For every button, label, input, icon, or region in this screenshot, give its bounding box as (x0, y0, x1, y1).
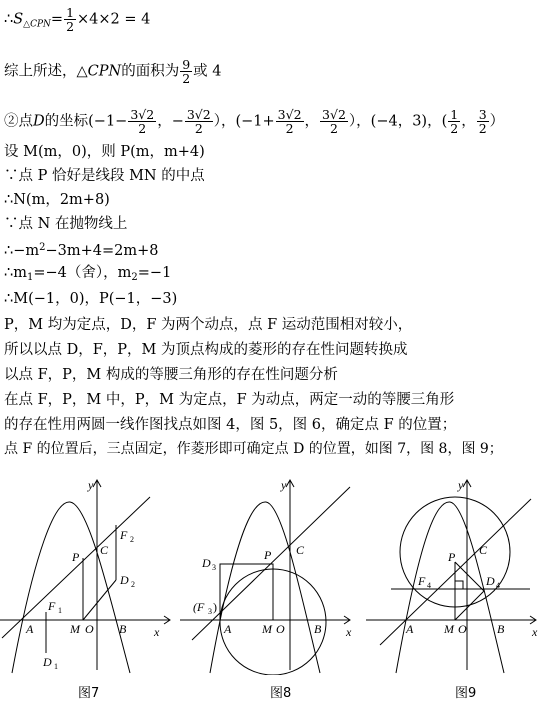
label-m: M (262, 622, 272, 636)
label-a: A (224, 622, 232, 636)
subscript: 1 (26, 272, 34, 283)
line-analysis-6: 点 F 的位置后，三点固定，作菱形即可确定点 D 的位置，如图 7，图 8，图 9； (4, 441, 503, 457)
superscript: 2 (39, 242, 46, 253)
label-x: x (154, 625, 160, 639)
label-p: P (72, 550, 80, 564)
line-analysis-3: 以点 F，P，M 构成的等腰三角形的存在性问题分析 (4, 367, 338, 383)
text: −3m+4=2m+8 (45, 243, 159, 259)
label-o: O (458, 622, 467, 636)
rhombus-d4 (455, 562, 484, 620)
area-expression: ×4×2 = 4 (77, 11, 151, 28)
label-d2-subscript: 2 (131, 580, 135, 589)
line-p-midpoint: ∵点 P 恰好是线段 MN 的中点 (4, 168, 205, 184)
caption-figure-7: 图7 (78, 686, 100, 701)
label-f3: (F (193, 600, 205, 614)
fraction (477, 108, 489, 135)
label-a: A (26, 622, 34, 636)
label-f1-subscript: 1 (58, 606, 62, 615)
label-d1: D (43, 655, 52, 669)
line-analysis-4: 在点 F，P，M 中，P，M 为定点，F 为动点，两定一动的等腰三角形 (4, 392, 455, 408)
line-roots (4, 264, 171, 287)
label-o: O (85, 622, 94, 636)
label-d2: D (120, 573, 129, 587)
subscript: 2 (131, 272, 138, 283)
label-b: B (119, 622, 127, 636)
fraction-denominator: 2 (478, 121, 487, 136)
text: =−1 (137, 265, 172, 281)
line-n-on-parabola: ∵点 N 在抛物线上 (4, 216, 128, 232)
label-f1: F (48, 599, 56, 613)
line-area-result (4, 6, 150, 34)
text: ∴−m (4, 243, 40, 259)
label-d4-subscript: 4 (496, 581, 500, 590)
caption-figure-8: 图8 (270, 686, 292, 701)
text: 或 4 (193, 63, 222, 80)
fraction-numerator: 3√2 (186, 107, 211, 122)
fraction-denominator: 2 (66, 19, 75, 34)
text: 的面积为 (121, 63, 180, 80)
therefore-symbol: ∴ (4, 11, 14, 28)
line-set-m: 设 M(m，0)，则 P(m，m+4) (4, 144, 205, 160)
fraction-numerator: 3√2 (277, 107, 302, 122)
text: ），(−4，3)，( (348, 113, 448, 130)
fraction-denominator: 2 (182, 71, 191, 86)
label-c: C (296, 543, 305, 557)
text: ， (304, 113, 320, 130)
triangle-name: CPN (87, 63, 122, 80)
parabola (12, 502, 130, 673)
point-d: D (33, 113, 45, 130)
line-analysis-1: P，M 均为定点，D，F 为两个动点，点 F 运动范围相对较小， (4, 317, 413, 333)
caption-figure-9: 图9 (455, 686, 477, 701)
label-y: y (88, 478, 94, 492)
text: ），(−1+ (213, 113, 275, 130)
label-b: B (497, 622, 505, 636)
text: ， (461, 113, 476, 130)
line-n-coordinates: ∴N(m，2m+8) (4, 192, 110, 208)
label-p: P (264, 548, 272, 562)
fraction-nine-half (180, 58, 192, 85)
label-d3-subscript: 3 (212, 563, 216, 572)
label-o: O (276, 622, 285, 636)
line-analysis-5: 的存在性用两圆一线作图找点如图 4，图 5，图 6，确定点 F 的位置； (4, 417, 457, 433)
fraction-numerator: 3√2 (130, 107, 155, 122)
area-symbol: S (13, 11, 24, 28)
equals-sign: = (50, 11, 64, 28)
figure-8 (180, 470, 360, 675)
fraction (448, 108, 460, 135)
label-d4: D (486, 574, 495, 588)
label-c: C (479, 543, 488, 557)
label-f4: F (418, 574, 426, 588)
fraction (185, 108, 213, 135)
text: =−4（舍），m (33, 265, 132, 281)
fraction-numerator: 1 (66, 5, 75, 20)
fraction (276, 108, 304, 135)
label-f3-subscript: 3 (208, 607, 212, 616)
fraction-one-half (64, 6, 76, 33)
label-d1-subscript: 1 (54, 662, 58, 671)
label-x: x (532, 625, 538, 639)
rhombus-d3 (220, 564, 273, 620)
fraction-numerator: 3√2 (322, 107, 346, 122)
line-d-coordinates (4, 108, 504, 135)
fraction-denominator: 2 (285, 121, 294, 136)
label-f4-subscript: 4 (427, 581, 431, 590)
label-f2-subscript: 2 (130, 535, 134, 544)
line-equation (4, 239, 159, 260)
label-a: A (406, 622, 414, 636)
figure-7 (0, 470, 180, 675)
area-subscript: △CPN (23, 19, 51, 30)
label-f3-paren: ) (213, 600, 217, 614)
fraction-denominator: 2 (450, 121, 459, 136)
right-angle-mark (455, 581, 463, 589)
label-c: C (100, 543, 109, 557)
label-f2: F (120, 528, 128, 542)
label-d3: D (202, 556, 211, 570)
text: ∴m (4, 265, 27, 281)
label-p: P (448, 550, 456, 564)
label-b: B (314, 622, 322, 636)
fraction-denominator: 2 (138, 121, 147, 136)
fraction-numerator: 3 (478, 107, 487, 122)
line-analysis-2: 所以以点 D，F，P，M 为顶点构成的菱形的存在性问题转换成 (4, 342, 408, 358)
text: ②点 (4, 113, 33, 130)
figure-9 (366, 470, 546, 675)
text: 的坐标(−1− (44, 113, 128, 130)
fraction (320, 108, 348, 135)
fraction-denominator: 2 (194, 121, 203, 136)
label-y: y (458, 478, 464, 492)
label-y: y (281, 478, 287, 492)
line-m-p-result: ∴M(−1，0)，P(−1，−3) (4, 291, 178, 307)
line-ac (2, 497, 150, 638)
line-summary (4, 58, 222, 85)
fraction (128, 108, 156, 135)
text: 综上所述，△ (4, 63, 88, 80)
fraction-numerator: 9 (182, 57, 191, 72)
fraction-denominator: 2 (330, 121, 338, 136)
label-m: M (70, 622, 80, 636)
label-x: x (346, 625, 352, 639)
text: ，− (157, 113, 184, 130)
text: ） (489, 113, 505, 130)
fraction-numerator: 1 (450, 107, 459, 122)
label-m: M (444, 622, 454, 636)
